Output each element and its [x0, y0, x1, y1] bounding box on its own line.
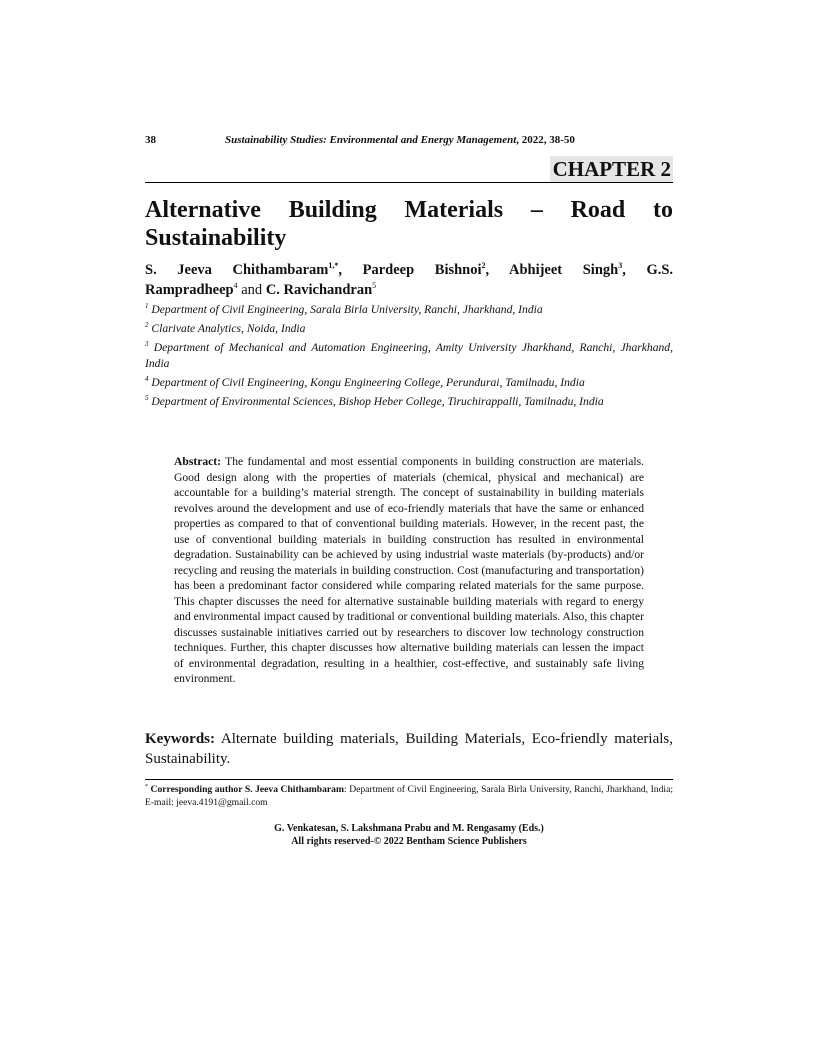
author-name: S. Jeeva Chithambaram — [145, 262, 329, 278]
author-sup: 3 — [618, 261, 623, 271]
affiliation-text: Department of Mechanical and Automation Engineering, Amity University Jharkhand, Ranchi, Jharkhand, India — [145, 341, 673, 370]
author-name: Abhijeet Singh — [508, 262, 619, 278]
affiliation-item — [145, 302, 673, 318]
affiliation-sup: 3 — [145, 340, 149, 349]
footnote-label: Corresponding author S. Jeeva Chithambaram — [150, 784, 344, 795]
abstract-label: Abstract: — [174, 455, 222, 468]
footnote-text: : Department of Civil Engineering, Sarala Birla University, Ranchi, Jharkhand, India; E-mail: jeeva.4191@gmail.com — [145, 784, 673, 808]
author-sep: , — [485, 262, 509, 278]
journal-title: Sustainability Studies: Environmental and Energy Management — [225, 134, 517, 146]
running-header — [145, 134, 673, 148]
footnote-rule — [145, 779, 673, 780]
affiliation-text: Department of Civil Engineering, Kongu Engineering College, Perundurai, Tamilnadu, India — [151, 376, 585, 389]
affiliation-item — [145, 340, 673, 372]
author-sep: , — [338, 262, 363, 278]
chapter-title — [145, 196, 673, 252]
chapter-label: CHAPTER 2 — [550, 156, 673, 182]
keywords-text: Alternate building materials, Building Materials, Eco-friendly materials, Sustainability. — [145, 731, 673, 767]
journal-citation — [225, 134, 575, 146]
affiliation-text: Clarivate Analytics, Noida, India — [151, 322, 306, 335]
corresponding-author-footnote — [145, 783, 673, 809]
author-name: Rampradheep — [145, 282, 234, 298]
affiliation-sup: 2 — [145, 321, 149, 330]
author-list — [145, 260, 673, 300]
author-sup: 1,* — [328, 261, 339, 271]
affiliations — [145, 302, 673, 413]
affiliation-item — [145, 394, 673, 410]
publisher-credits — [145, 822, 673, 848]
affiliation-item — [145, 375, 673, 391]
affiliation-sup: 5 — [145, 394, 149, 403]
author-name: G.S. — [646, 262, 674, 278]
affiliation-sup: 1 — [145, 302, 149, 311]
author-sup: 2 — [481, 261, 486, 271]
affiliation-text: Department of Environmental Sciences, Bishop Heber College, Tiruchirappalli, Tamilnadu, India — [151, 395, 604, 408]
title-line-2: Sustainability — [145, 225, 287, 251]
author-sup: 5 — [372, 281, 377, 291]
affiliation-item — [145, 321, 673, 337]
author-line-1 — [145, 260, 673, 280]
keywords-label: Keywords: — [145, 731, 215, 747]
keywords — [145, 729, 673, 769]
paper-page — [145, 0, 673, 1056]
journal-year-pages: , 2022, 38-50 — [516, 134, 575, 146]
page-number: 38 — [145, 134, 156, 146]
chapter-label-wrap — [550, 156, 673, 182]
abstract-text: The fundamental and most essential components in building construction are materials. Good design along with the properties of materials (chemical, physical and mechanical) are accountable for a building’s material strength. The concept of sustainability in building materials revolves around the development and use of eco-friendly materials that have the same or enhanced properties as compared to that of conventional building materials. However, in the recent past, the use of conventional building materials in building construction has resulted in environmental degradation. Sustainability can be achieved by using industrial waste materials (by-products) and/or recycling and reusing the materials in building construction. Cost (manufacturing and transportation) has been a predominant factor considered while comparing related materials for the same purpose. This chapter discusses the need for alternative sustainable building materials with regard to energy and environmental impact caused by traditional or conventional building materials. Also, this chapter discusses sustainable initiatives carried out by researchers to discover low technology construction techniques. Further, this chapter discusses how alternative building materials can lessen the impact of environmental degradation, resulting in a healthier, cost-effective, and sustainably safe living environment. — [174, 455, 644, 685]
affiliation-sup: 4 — [145, 375, 149, 384]
editors-line: G. Venkatesan, S. Lakshmana Prabu and M. Rengasamy (Eds.) — [274, 823, 544, 834]
footnote-marker: * — [145, 783, 148, 790]
abstract — [174, 454, 644, 687]
title-line-1: Alternative Building Materials – Road to — [145, 197, 673, 223]
author-name: C. Ravichandran — [265, 282, 373, 298]
author-sup: 4 — [233, 281, 238, 291]
rights-line: All rights reserved-© 2022 Bentham Science Publishers — [291, 836, 527, 847]
header-rule — [145, 182, 673, 183]
author-name: Pardeep Bishnoi — [362, 262, 482, 278]
affiliation-text: Department of Civil Engineering, Sarala Birla University, Ranchi, Jharkhand, India — [151, 303, 543, 316]
author-sep: and — [237, 282, 266, 298]
author-sep: , — [622, 262, 647, 278]
